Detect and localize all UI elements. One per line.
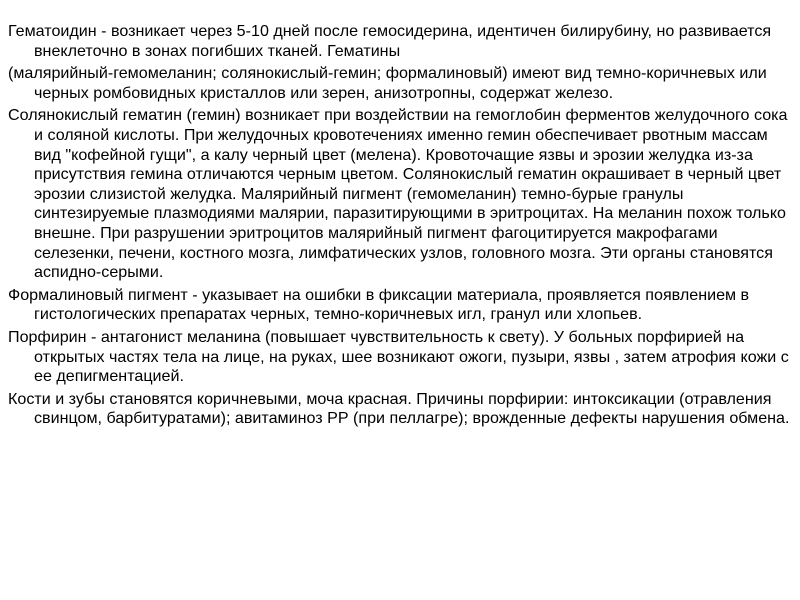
paragraph-hematins: (малярийный-гемомеланин; солянокислый-гемин; формалиновый) имеют вид темно-коричневых или черных ромбовидных кристаллов или зерен, анизотропны, содержат железо. (8, 64, 767, 102)
paragraph-hematoidin: Гематоидин - возникает через 5-10 дней после гемосидерина, идентичен билирубину, но развивается внеклеточно в зонах погибших тканей. Гематины (8, 22, 772, 60)
paragraph-porphyrin: Порфирин - антагонист меланина (повышает чувствительность к свету). У больных порфирией на открытых частях тела на лице, на руках, шее возникают ожоги, пузыри, язвы , затем атрофия кожи с ее депигментацией. (8, 327, 789, 386)
paragraph-formalin-pigment: Формалиновый пигмент - указывает на ошибки в фиксации материала, проявляется появлением в гистологических препаратах черных, темно-коричневых игл, гранул или хлопьев. (8, 285, 750, 324)
text-body (8, 22, 792, 432)
paragraph-hemin: Солянокислый гематин (гемин) возникает при воздействии на гемоглобин ферментов желудочного сока и соляной кислоты. При желудочных кровотечениях именно гемин обеспечивает рвотным массам вид "кофейной гущи", а калу черный цвет (мелена). Кровоточащие язвы и эрозии желудка из-за присутствия гемина отличаются черным цветом. Солянокислый гематин окрашивает в черный цвет эрозии слизистой желудка. Малярийный пигмент (гемомеланин) темно-бурые гранулы синтезируемые плазмодиями малярии, паразитирующими в эритроцитах. На меланин похож только внешне. При разрушении эритроцитов малярийный пигмент фагоцитируется макрофагами селезенки, печени, костного мозга, лимфатических узлов, головного мозга. Эти органы становятся аспидно-серыми. (8, 106, 788, 282)
paragraph-porphyria-causes: Кости и зубы становятся коричневыми, моча красная. Причины порфирии: интоксикации (отравления свинцом, барбитуратами); авитаминоз РР (при пеллагре); врожденные дефекты нарушения обмена. (8, 389, 790, 428)
